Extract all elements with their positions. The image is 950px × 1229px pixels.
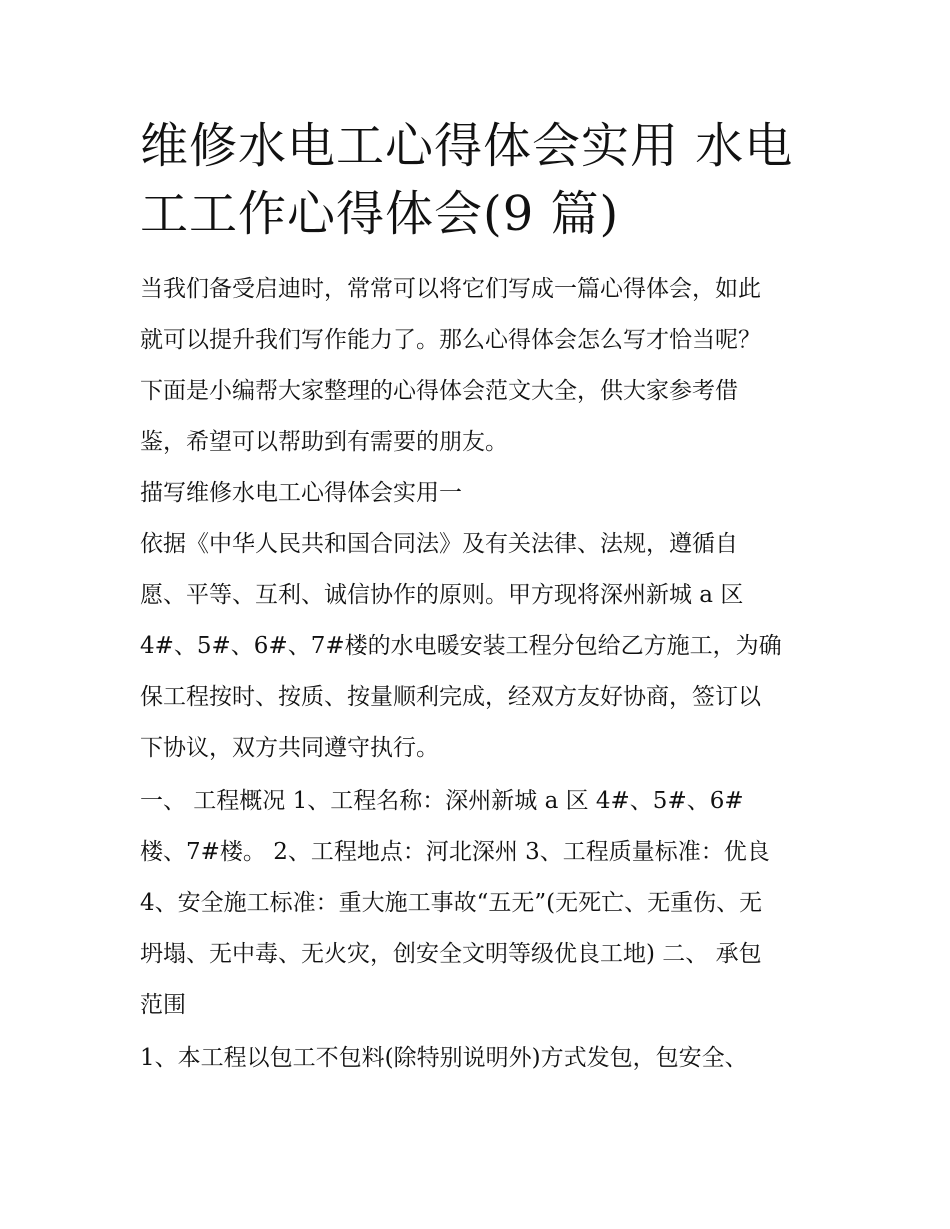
section-heading bbox=[140, 468, 820, 519]
text-line: 楼、7#楼。 2、工程地点：河北深州 3、工程质量标准：优良 bbox=[140, 839, 770, 865]
text-line: 范围 bbox=[140, 992, 186, 1018]
agreement-paragraph bbox=[140, 519, 820, 774]
text-line: 就可以提升我们写作能力了。那么心得体会怎么写才恰当呢？ bbox=[140, 327, 761, 353]
text-line: 当我们备受启迪时，常常可以将它们写成一篇心得体会，如此 bbox=[140, 276, 761, 302]
document-page bbox=[140, 112, 820, 1084]
text-line: 一、 工程概况 1、工程名称：深州新城 a 区 4#、5#、6# bbox=[140, 788, 744, 814]
text-line: 保工程按时、按质、按量顺利完成，经双方友好协商，签订以 bbox=[140, 684, 761, 710]
text-line: 4#、5#、6#、7#楼的水电暖安装工程分包给乙方施工，为确 bbox=[140, 633, 782, 659]
text-line: 4、安全施工标准：重大施工事故“五无”(无死亡、无重伤、无 bbox=[140, 890, 763, 916]
text-line: 依据《中华人民共和国合同法》及有关法律、法规，遵循自 bbox=[140, 531, 738, 557]
document-title bbox=[140, 112, 820, 248]
text-line: 描写维修水电工心得体会实用一 bbox=[140, 480, 462, 506]
title-line: 工工作心得体会(9 篇) bbox=[140, 186, 620, 242]
text-line: 1、本工程以包工不包料(除特别说明外)方式发包，包安全、 bbox=[140, 1045, 748, 1071]
text-line: 愿、平等、互利、诚信协作的原则。甲方现将深州新城 a 区 bbox=[140, 582, 744, 608]
text-line: 坍塌、无中毒、无火灾，创安全文明等级优良工地) 二、 承包 bbox=[140, 941, 762, 967]
overview-paragraph bbox=[140, 776, 820, 1031]
intro-paragraph bbox=[140, 264, 820, 468]
text-line: 下面是小编帮大家整理的心得体会范文大全，供大家参考借 bbox=[140, 378, 738, 404]
title-line: 维修水电工心得体会实用 水电 bbox=[140, 118, 794, 174]
text-line: 下协议，双方共同遵守执行。 bbox=[140, 735, 439, 761]
scope-paragraph bbox=[140, 1033, 820, 1084]
text-line: 鉴，希望可以帮助到有需要的朋友。 bbox=[140, 429, 508, 455]
